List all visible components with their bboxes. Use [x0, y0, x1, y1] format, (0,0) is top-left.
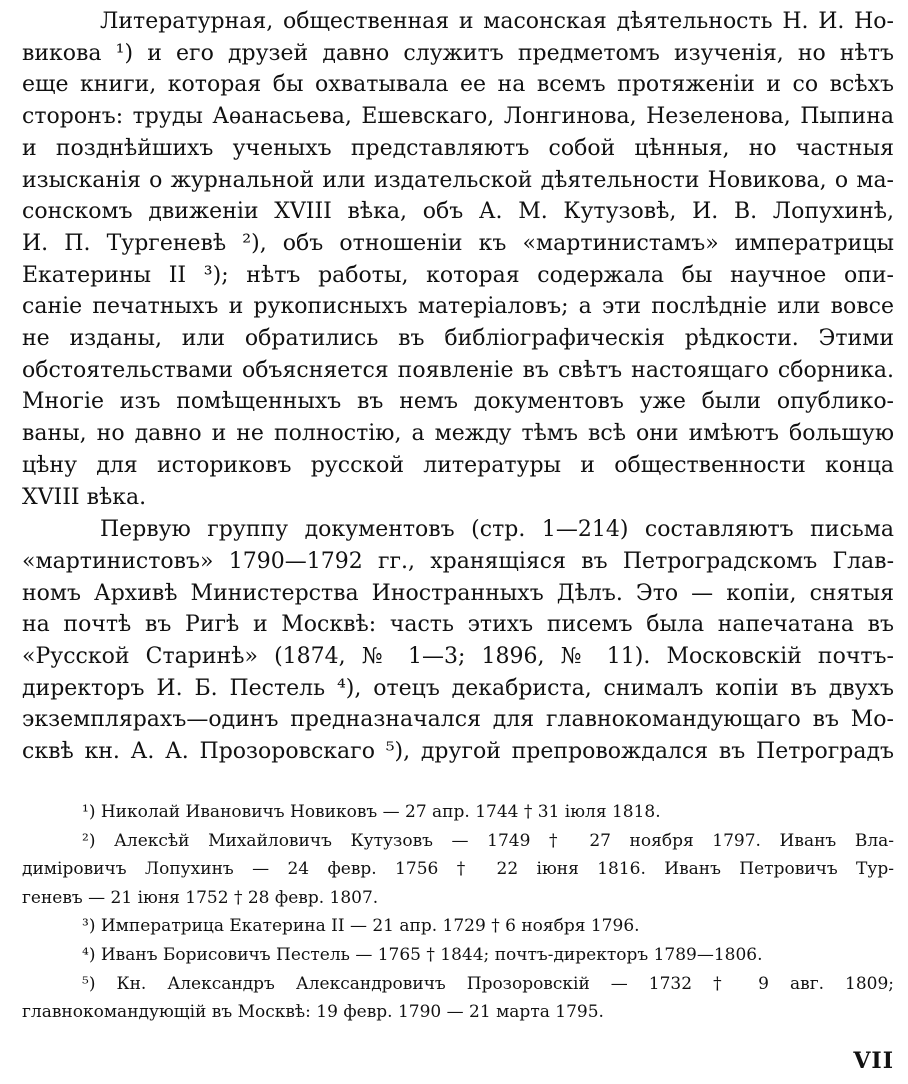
text-line: еще книги, которая бы охватывала ее на всемъ протяженіи и со всѣхъ — [22, 72, 894, 98]
footnote-line: ³) Императрица Екатерина II — 21 апр. 1729 † 6 ноября 1796. — [82, 916, 640, 937]
text-line: «Русской Старинѣ» (1874, № 1—3; 1896, № 11). Московскій почтъ- — [22, 644, 894, 670]
text-line: сонскомъ движеніи XVIII вѣка, объ А. М. Кутузовѣ, И. В. Лопухинѣ, — [22, 199, 894, 225]
text-line: изысканія о журнальной или издательской дѣятельности Новикова, о ма- — [22, 167, 894, 193]
text-line: обстоятельствами объясняется появленіе въ свѣтъ настоящаго сборника. — [22, 357, 894, 383]
text-line: Многіе изъ помѣщенныхъ въ немъ документовъ уже были опублико- — [22, 389, 894, 415]
paragraph-1 — [22, 6, 894, 513]
main-text — [22, 6, 894, 768]
footnote-1 — [22, 798, 894, 827]
footnote-4 — [22, 941, 894, 970]
text-line: на почтѣ въ Ригѣ и Москвѣ: часть этихъ писемъ была напечатана въ — [22, 612, 894, 638]
text-line: сторонъ: труды Аѳанасьева, Ешевскаго, Лонгинова, Незеленова, Пыпина — [22, 104, 894, 130]
footnote-line: ⁴) Иванъ Борисовичъ Пестель — 1765 † 1844; почтъ-директоръ 1789—1806. — [82, 944, 763, 965]
footnote-line: ²) Алексѣй Михайловичъ Кутузовъ — 1749 † 27 ноября 1797. Иванъ Вла- — [82, 830, 894, 851]
footnote-5 — [22, 970, 894, 1027]
text-line: директоръ И. Б. Пестель ⁴), отецъ декабриста, снималъ копіи въ двухъ — [22, 675, 894, 701]
text-line: и позднѣйшихъ ученыхъ представляютъ собой цѣнныя, но частныя — [22, 135, 894, 161]
page-number: VII — [853, 1048, 894, 1074]
paragraph-2 — [22, 514, 894, 768]
footnotes — [22, 798, 894, 1027]
text-line: викова ¹) и его друзей давно служитъ предметомъ изученія, но нѣтъ — [22, 40, 894, 66]
text-line: И. П. Тургеневѣ ²), объ отношеніи къ «мартинистамъ» императрицы — [22, 230, 894, 256]
text-line: экземплярахъ—одинъ предназначался для главнокомандующаго въ Мо- — [22, 707, 894, 733]
footnote-line: геневъ — 21 іюня 1752 † 28 февр. 1807. — [22, 887, 379, 908]
footnote-2 — [22, 827, 894, 913]
text-line: Литературная, общественная и масонская дѣятельность Н. И. Но- — [100, 9, 894, 34]
text-line: цѣну для историковъ русской литературы и общественности конца — [22, 452, 894, 478]
text-line: «мартинистовъ» 1790—1792 гг., хранящіяся въ Петроградскомъ Глав- — [22, 548, 894, 574]
footnote-line: диміровичъ Лопухинъ — 24 февр. 1756 † 22 іюня 1816. Иванъ Петровичъ Тур- — [22, 859, 894, 880]
text-line: XVIII вѣка. — [22, 484, 147, 510]
text-line: Екатерины II ³); нѣтъ работы, которая содержала бы научное опи- — [22, 262, 894, 288]
footnote-line: главнокомандующій въ Москвѣ: 19 февр. 1790 — 21 марта 1795. — [22, 1002, 604, 1023]
footnote-line: ⁵) Кн. Александръ Александровичъ Прозоровскій — 1732 † 9 авг. 1809; — [82, 973, 894, 994]
text-line: номъ Архивѣ Министерства Иностранныхъ Дѣлъ. Это — копіи, снятыя — [22, 580, 894, 606]
footnote-line: ¹) Николай Ивановичъ Новиковъ — 27 апр. 1744 † 31 іюля 1818. — [82, 802, 661, 822]
text-line: Первую группу документовъ (стр. 1—214) составляютъ письма — [100, 517, 894, 543]
text-line: саніе печатныхъ и рукописныхъ матеріаловъ; а эти послѣдніе или вовсе — [22, 294, 894, 320]
text-line: ваны, но давно и не полностію, а между тѣмъ всѣ они имѣютъ большую — [22, 421, 894, 447]
text-line: не изданы, или обратились въ библіографическія рѣдкости. Этими — [22, 326, 894, 352]
footnote-3 — [22, 912, 894, 941]
text-line: сквѣ кн. А. А. Прозоровскаго ⁵), другой препровождался въ Петроградъ — [22, 739, 894, 765]
